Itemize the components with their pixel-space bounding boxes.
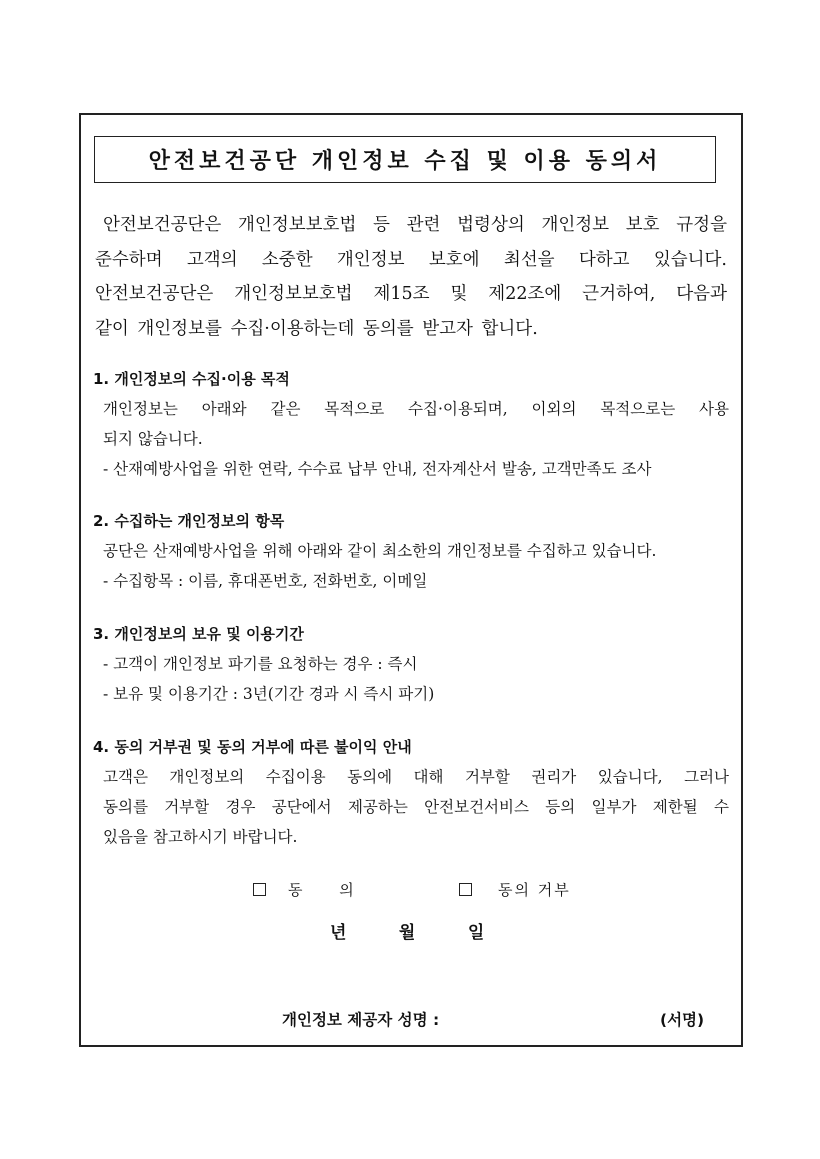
date-month: 월	[398, 923, 416, 943]
section-retention	[93, 619, 733, 709]
section-line: 있음을 참고하시기 바랍니다.	[103, 828, 298, 846]
section-line: - 보유 및 이용기간 : 3년(기간 경과 시 즉시 파기)	[103, 685, 435, 703]
date-line	[330, 918, 484, 943]
agree-label: 동 의	[288, 881, 370, 899]
intro-line: 같이 개인정보를 수집·이용하는데 동의를 받고자 합니다.	[95, 318, 538, 339]
section-line: - 고객이 개인정보 파기를 요청하는 경우 : 즉시	[103, 655, 418, 673]
section-line: - 수집항목 : 이름, 휴대폰번호, 전화번호, 이메일	[103, 572, 428, 590]
section-line: 공단은 산재예방사업을 위해 아래와 같이 최소한의 개인정보를 수집하고 있습니다.	[103, 542, 657, 560]
section-heading: 1. 개인정보의 수집·이용 목적	[93, 370, 290, 388]
section-line: 동의를 거부할 경우 공단에서 제공하는 안전보건서비스 등의 일부가 제한될 수	[103, 798, 729, 816]
disagree-checkbox[interactable]	[459, 883, 472, 896]
date-day: 일	[467, 923, 485, 943]
intro-paragraph	[95, 208, 727, 346]
intro-line: 안전보건공단은 개인정보보호법 등 관련 법령상의 개인정보 보호 규정을	[103, 215, 727, 235]
section-refusal	[93, 732, 733, 852]
page-title: 안전보건공단 개인정보 수집 및 이용 동의서	[148, 149, 662, 174]
disagree-option[interactable]	[459, 879, 571, 900]
signature-label: 개인정보 제공자 성명 :	[282, 1011, 440, 1029]
section-line: 되지 않습니다.	[103, 430, 203, 448]
section-line: 개인정보는 아래와 같은 목적으로 수집·이용되며, 이외의 목적으로는 사용	[103, 400, 729, 418]
section-heading: 3. 개인정보의 보유 및 이용기간	[93, 625, 304, 643]
title-box	[94, 136, 716, 183]
section-items	[93, 506, 733, 596]
section-purpose	[93, 364, 733, 484]
section-line: - 산재예방사업을 위한 연락, 수수료 납부 안내, 전자계산서 발송, 고객만족도 조사	[103, 460, 652, 478]
section-heading: 2. 수집하는 개인정보의 항목	[93, 512, 285, 530]
agree-checkbox[interactable]	[253, 883, 266, 896]
section-line: 고객은 개인정보의 수집이용 동의에 대해 거부할 권리가 있습니다, 그러나	[103, 768, 729, 786]
section-heading: 4. 동의 거부권 및 동의 거부에 따른 불이익 안내	[93, 738, 412, 756]
signature-mark: (서명)	[660, 1011, 705, 1029]
agree-option[interactable]	[253, 879, 370, 900]
disagree-label: 동의 거부	[498, 881, 571, 899]
intro-line: 안전보건공단은 개인정보보호법 제15조 및 제22조에 근거하여, 다음과	[95, 284, 727, 304]
date-year: 년	[330, 923, 347, 943]
intro-line: 준수하며 고객의 소중한 개인정보 보호에 최선을 다하고 있습니다.	[95, 249, 727, 270]
